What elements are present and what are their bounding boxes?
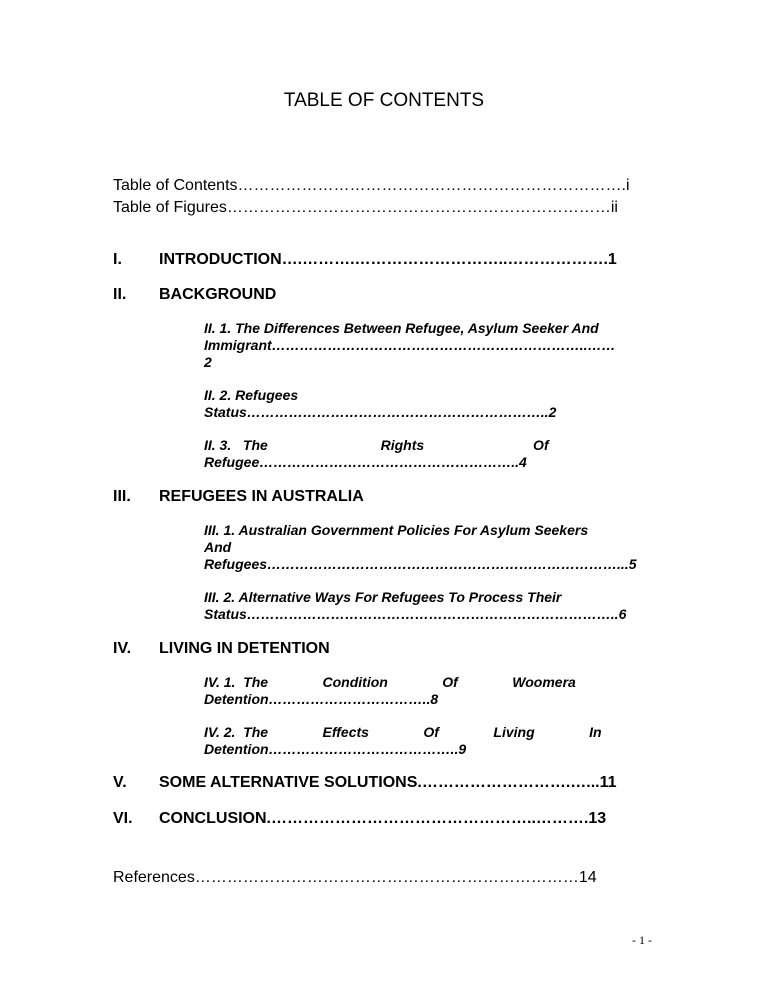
section-number: IV.	[113, 640, 132, 657]
section-number: I.	[113, 251, 122, 268]
toc-line: III. 2. Alternative Ways For Refugees To Process Their	[204, 589, 562, 605]
section-number: II.	[113, 286, 127, 303]
toc-entry-table-of-figures[interactable]: Table of Figures………………………………………………………………ii	[113, 199, 618, 216]
toc-entry-alternative-ways[interactable]	[204, 589, 654, 623]
toc-entry-refugees-in-australia[interactable]: REFUGEES IN AUSTRALIA	[159, 488, 364, 505]
section-number: V.	[113, 774, 127, 791]
toc-entry-conclusion[interactable]: CONCLUSION.…………………………………………..……….13	[159, 810, 607, 827]
toc-line: III. 1. Australian Government Policies For Asylum Seekers	[204, 522, 589, 538]
toc-line: Detention……………………………..8	[204, 691, 439, 707]
toc-line: II. 3. The Rights Of	[204, 437, 549, 453]
toc-entry-woomera-condition[interactable]	[204, 674, 654, 708]
toc-line: II. 1. The Differences Between Refugee, Asylum Seeker And	[204, 320, 599, 336]
toc-line: Detention…………………………………..9	[204, 741, 467, 757]
page-number: - 1 -	[632, 933, 652, 947]
toc-line: II. 2. Refugees	[204, 387, 299, 403]
toc-entry-background[interactable]: BACKGROUND	[159, 286, 277, 303]
toc-entry-government-policies[interactable]	[204, 522, 654, 573]
toc-entry-differences[interactable]	[204, 320, 654, 371]
page-title: TABLE OF CONTENTS	[283, 90, 485, 111]
toc-line: And	[204, 539, 232, 555]
toc-entry-alternative-solutions[interactable]: SOME ALTERNATIVE SOLUTIONS.……………………….…...11	[159, 774, 617, 791]
toc-line: Refugees…………………………………………………………………...5	[204, 556, 637, 572]
toc-entry-rights-of-refugee[interactable]	[204, 437, 654, 471]
section-number: III.	[113, 488, 131, 505]
section-number: VI.	[113, 810, 133, 827]
toc-line: Status……………………………………………………………………..6	[204, 606, 627, 622]
toc-line: IV. 1. The Condition Of Woomera	[204, 674, 576, 690]
toc-entry-refugees-status[interactable]	[204, 387, 654, 421]
toc-line: Status………………………………………………………..2	[204, 404, 557, 420]
toc-line: Refugee………………………………………………..4	[204, 454, 527, 470]
toc-line: 2	[204, 354, 212, 370]
toc-entry-living-in-detention[interactable]: LIVING IN DETENTION	[159, 640, 330, 657]
toc-entry-references[interactable]: References………………………………………………………………14	[113, 869, 597, 886]
toc-line: IV. 2. The Effects Of Living In	[204, 724, 602, 740]
toc-entry-table-of-contents[interactable]: Table of Contents……………………………………………………………….i	[113, 177, 630, 194]
toc-line: Immigrant…………………………………………………………..……	[204, 337, 616, 353]
toc-entry-effects-of-detention[interactable]	[204, 724, 654, 758]
toc-entry-introduction[interactable]: INTRODUCTION….……….………………………..……………….1	[159, 251, 617, 268]
